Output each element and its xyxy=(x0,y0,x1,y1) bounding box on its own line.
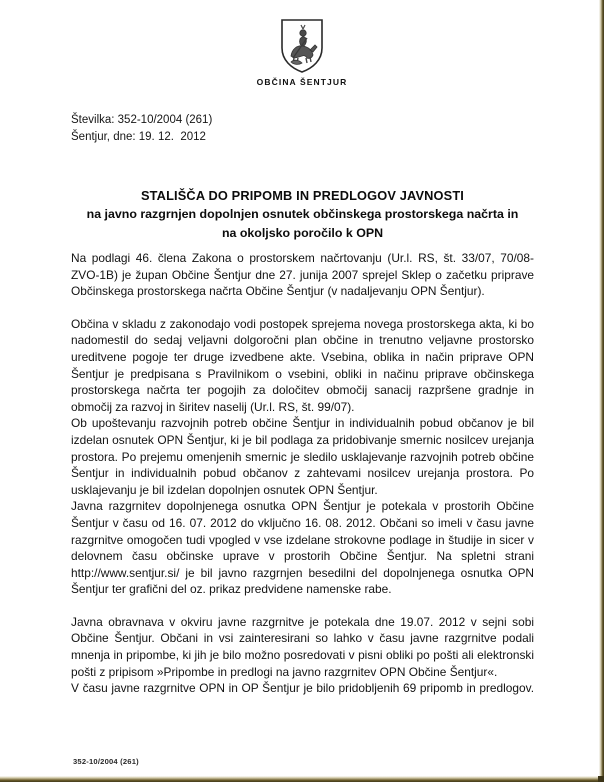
title-line-2: na javno razgrnjen dopolnjen osnutek občinskega prostorskega načrta in xyxy=(86,207,519,221)
title-line-1: STALIŠČA DO PRIPOMB IN PREDLOGOV JAVNOSTI xyxy=(140,188,465,203)
page-edge-shadow-bottom xyxy=(0,776,604,782)
document-body xyxy=(71,250,534,713)
place-and-date: Šentjur, dne: 19. 12. 2012 xyxy=(71,131,206,143)
body-paragraph: V času javne razgrnitve OPN in OP Šentjur je bilo pridobljenih 69 pripomb in predlogov. xyxy=(71,681,534,696)
body-paragraph: Javna obravnava v okviru javne razgrnitve je potekala dne 19.07. 2012 v sejni sobi Občine Šentjur. Občani in vsi zainteresirani so lahko v času javne razgrnitve podali mnenja in pripombe, ki jih je bilo možno posredovati v pisni obliki po pošti ali elektronski pošti z pripisom »Pripombe in predlogi na javno razgrnitev OPN Občine Šentjur«. xyxy=(71,614,534,679)
page-edge-shadow-right xyxy=(599,0,604,782)
coat-of-arms-icon xyxy=(279,18,325,74)
document-meta xyxy=(71,112,212,146)
body-paragraph: Občina v skladu z zakonodajo vodi postopek sprejema novega prostorskega akta, ki bo nadomestil do sedaj veljavni dolgoročni plan občine in trenutno veljavne prostorsko ureditvene pogoje ter druge izvedbene akte. Vsebina, oblika in način priprave OPN Šentjur je predpisana s Pravilnikom o vsebini, obliki in načinu priprave občinskega prostorskega načrta ter pogojih za določitev območij sanacij razpršene gradnje in območij za razvoj in širitev naselij (Ur.l. RS, št. 99/07). xyxy=(71,316,534,414)
letterhead xyxy=(0,18,604,87)
title-line-3: na okoljsko poročilo k OPN xyxy=(221,226,384,240)
footer-reference: 352-10/2004 (261) xyxy=(73,757,139,766)
reference-number: Številka: 352-10/2004 (261) xyxy=(71,114,213,126)
document-title xyxy=(71,186,534,243)
page-edge-shadow-corner xyxy=(598,776,604,782)
body-paragraph: Javna razgrnitev dopolnjenega osnutka OPN Šentjur je potekala v prostorih Občine Šentjur v času od 16. 07. 2012 do vključno 16. 08. 2012. Občani so imeli v času javne razgrnitve omogočen tudi vpogled v vse izdelane strokovne podlage in študije in sicer v delovnem času občinske uprave v prostorih Občine Šentjur. Na spletni strani http://www.sentjur.si/ je bil javno razgrnjen besedilni del dopolnjenega osnutka OPN Šentjur ter grafični del oz. prikaz predvidene namenske rabe. xyxy=(71,499,534,597)
body-paragraph: Na podlagi 46. člena Zakona o prostorskem načrtovanju (Ur.l. RS, št. 33/07, 70/08-ZVO-1B) je župan Občine Šentjur dne 27. junija 2007 sprejel Sklep o začetku priprave Občinskega prostorskega načrta Občine Šentjur (v nadaljevanju OPN Šentjur). xyxy=(71,251,534,299)
body-paragraph: Ob upoštevanju razvojnih potreb občine Šentjur in individualnih pobud občanov je bil izdelan osnutek OPN Šentjur, ki je bil podlaga za pridobivanje smernic nosilcev urejanja prostora. Po prejemu omenjenih smernic je sledilo usklajevanje razvojnih potreb občine Šentjur in individualnih pobud občanov z zahtevami nosilcev urejanja prostora. Po usklajevanju je bil izdelan dopolnjen osnutek OPN Šentjur. xyxy=(71,416,534,497)
letterhead-caption: OBČINA ŠENTJUR xyxy=(256,77,348,87)
